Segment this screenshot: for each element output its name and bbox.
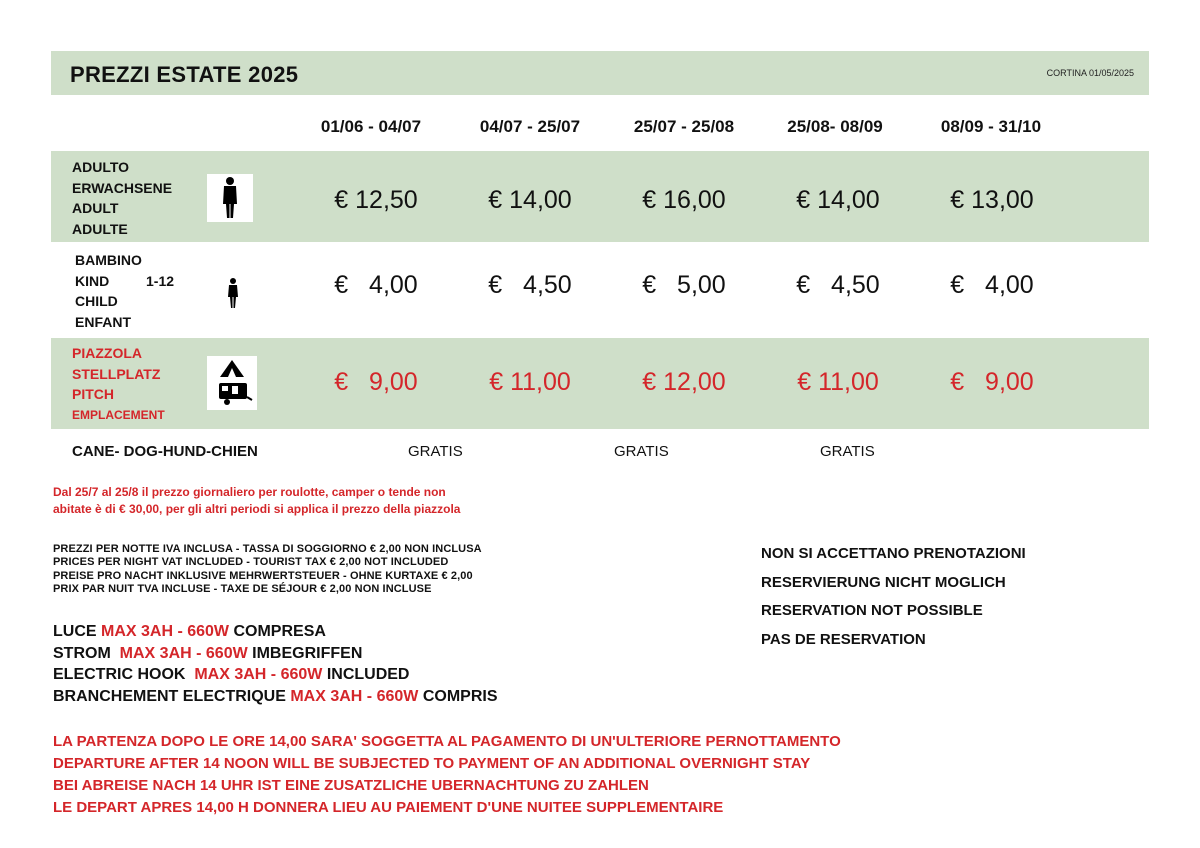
reservation-line-de: RESERVIERUNG NICHT MOGLICH	[761, 573, 1006, 591]
child-person-icon	[222, 276, 244, 310]
adult-price-5: € 13,00	[950, 186, 1034, 214]
adult-price-1: € 12,50	[334, 186, 418, 214]
electric-en-limit: MAX 3AH - 660W	[194, 666, 323, 684]
page-title: PREZZI ESTATE 2025	[70, 62, 299, 87]
date-stamp: CORTINA 01/05/2025	[1046, 68, 1134, 78]
adult-label-en: ADULT	[72, 200, 119, 216]
dog-gratis-1: GRATIS	[408, 443, 463, 460]
electric-line-en	[53, 664, 498, 686]
dog-gratis-2: GRATIS	[614, 443, 669, 460]
pitch-label-de: STELLPLATZ	[72, 365, 161, 382]
reservation-line-en: RESERVATION NOT POSSIBLE	[761, 602, 983, 619]
adult-price-3: € 16,00	[642, 186, 726, 214]
departure-line-en: DEPARTURE AFTER 14 NOON WILL BE SUBJECTED TO PAYMENT OF AN ADDITIONAL OVERNIGHT STAY	[53, 755, 811, 772]
caravan-note-line-2: abitate è di € 30,00, per gli altri periodi si applica il prezzo della piazzola	[53, 502, 461, 516]
electric-de-post: IMBEGRIFFEN	[247, 644, 363, 662]
tent-caravan-icon	[207, 356, 257, 410]
electric-line-it	[53, 621, 498, 643]
pitch-price-1: € 9,00	[334, 368, 418, 396]
electric-it-pre: LUCE	[53, 623, 101, 640]
electric-fr-pre: BRANCHEMENT ELECTRIQUE	[53, 688, 291, 706]
tax-line-it: PREZZI PER NOTTE IVA INCLUSA - TASSA DI SOGGIORNO € 2,00 NON INCLUSA	[53, 543, 482, 555]
caravan-note	[53, 484, 460, 518]
pitch-price-3: € 12,00	[642, 368, 726, 396]
pitch-label-it: PIAZZOLA	[72, 345, 142, 361]
child-label-it: BAMBINO	[75, 252, 142, 268]
child-price-1: € 4,00	[334, 271, 418, 299]
electric-de-pre: STROM	[53, 644, 120, 662]
electric-en-post: INCLUDED	[322, 666, 410, 684]
period-header-5: 08/09 - 31/10	[940, 117, 1042, 136]
tax-line-de: PREISE PRO NACHT INKLUSIVE MEHRWERTSTEUER - OHNE KURTAXE € 2,00	[53, 569, 473, 582]
reservation-line-fr: PAS DE RESERVATION	[761, 630, 926, 648]
electric-en-pre: ELECTRIC HOOK	[53, 666, 195, 684]
child-label-en: CHILD	[75, 293, 118, 309]
electric-fr-post: COMPRIS	[418, 688, 498, 706]
departure-line-de: BEI ABREISE NACH 14 UHR IST EINE ZUSATZLICHE UBERNACHTUNG ZU ZAHLEN	[53, 777, 649, 794]
pitch-label-en: PITCH	[72, 386, 114, 402]
child-labels	[75, 250, 142, 332]
child-label-de: KIND	[75, 272, 110, 289]
child-price-3: € 5,00	[642, 271, 726, 299]
pitch-price-4: € 11,00	[797, 368, 879, 396]
pitch-label-fr: EMPLACEMENT	[72, 407, 165, 422]
departure-info	[53, 731, 841, 819]
pitch-price-2: € 11,00	[489, 368, 571, 396]
period-header-1: 01/06 - 04/07	[320, 117, 422, 136]
child-price-4: € 4,50	[796, 271, 880, 299]
child-price-2: € 4,50	[488, 271, 572, 299]
period-header-4: 25/08- 08/09	[787, 117, 883, 136]
adult-person-icon	[207, 174, 253, 222]
header-bar	[51, 51, 1149, 95]
caravan-note-line-1: Dal 25/7 al 25/8 il prezzo giornaliero per roulotte, camper o tende non	[53, 485, 446, 499]
child-price-5: € 4,00	[950, 271, 1034, 299]
electric-de-limit: MAX 3AH - 660W	[119, 644, 248, 662]
period-header-2: 04/07 - 25/07	[479, 117, 581, 136]
pitch-price-5: € 9,00	[950, 368, 1034, 396]
pitch-labels	[72, 343, 165, 425]
adult-label-it: ADULTO	[72, 159, 130, 175]
child-age-range: 1-12	[146, 273, 175, 289]
tax-line-fr: PRIX PAR NUIT TVA INCLUSE - TAXE DE SÉJOUR € 2,00 NON INCLUSE	[53, 583, 432, 596]
electric-fr-limit: MAX 3AH - 660W	[290, 688, 419, 706]
adult-price-4: € 14,00	[796, 186, 880, 214]
child-label-fr: ENFANT	[75, 313, 131, 330]
dog-label: CANE- DOG-HUND-CHIEN	[72, 443, 258, 460]
departure-line-it: LA PARTENZA DOPO LE ORE 14,00 SARA' SOGGETTA AL PAGAMENTO DI UN'ULTERIORE PERNOTTAMENTO	[53, 733, 841, 750]
electric-line-de	[53, 643, 498, 665]
electric-line-fr	[53, 686, 498, 708]
adult-label-de: ERWACHSENE	[72, 179, 173, 196]
tax-info	[53, 543, 482, 597]
adult-label-fr: ADULTE	[72, 220, 128, 237]
reservation-info	[761, 540, 1026, 654]
electric-it-limit: MAX 3AH - 660W	[101, 623, 230, 640]
electric-it-post: COMPRESA	[229, 623, 326, 640]
electric-info	[53, 621, 498, 708]
adult-price-2: € 14,00	[488, 186, 572, 214]
period-header-3: 25/07 - 25/08	[633, 117, 735, 136]
reservation-line-it: NON SI ACCETTANO PRENOTAZIONI	[761, 545, 1026, 562]
tax-line-en: PRICES PER NIGHT VAT INCLUDED - TOURIST TAX € 2,00 NOT INCLUDED	[53, 556, 449, 569]
adult-labels	[72, 157, 172, 239]
departure-line-fr: LE DEPART APRES 14,00 H DONNERA LIEU AU PAIEMENT D'UNE NUITEE SUPPLEMENTAIRE	[53, 799, 724, 816]
dog-gratis-3: GRATIS	[820, 443, 875, 460]
